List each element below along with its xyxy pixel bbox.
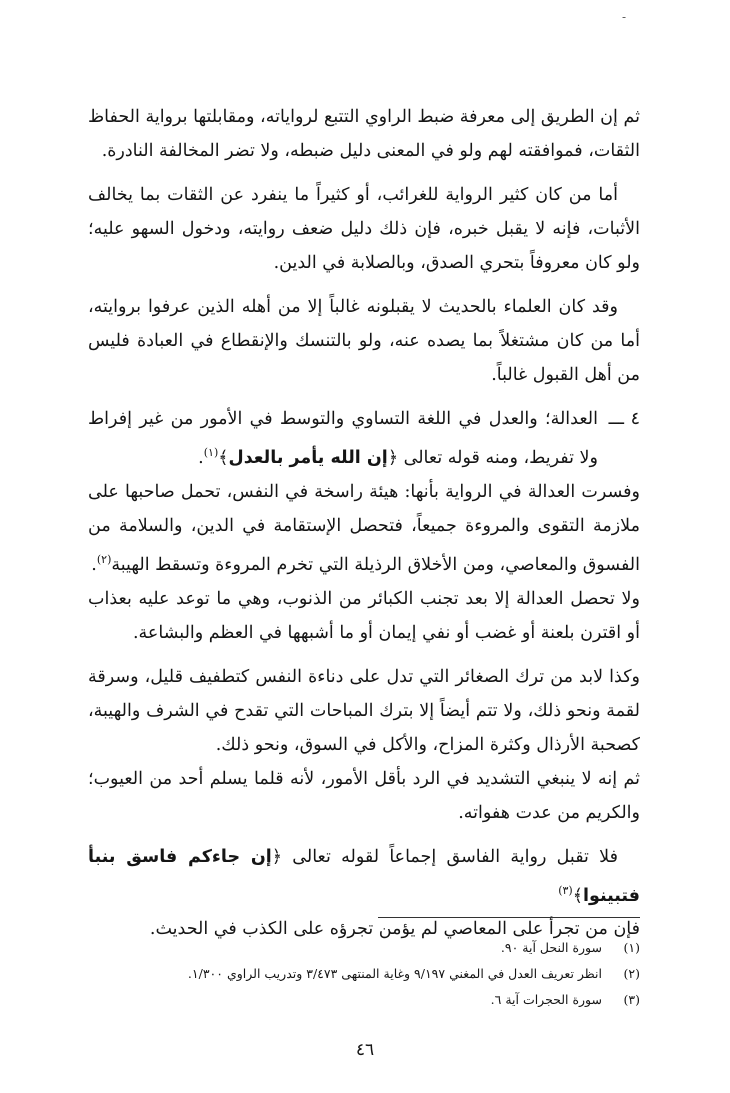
paragraph-gap [88, 168, 640, 178]
paragraph-gap [88, 392, 640, 402]
footnotes [140, 935, 640, 1013]
footnote-number: (٣) [623, 992, 640, 1007]
footnote-ref-2: (٢) [96, 552, 112, 566]
paragraph-2: أما من كان كثير الرواية للغرائب، أو كثيراً ما ينفرد عن الثقات بما يخالف الأثبات، فإنه لا يقبل خبره، فإن ذلك دليل ضعف روايته، ودخول السهو عليه؛ ولو كان معروفاً بتحري الصدق، وبالصلابة في الدين. [88, 185, 640, 273]
item-dash: ـــ [608, 409, 624, 429]
paragraph-5 [88, 475, 640, 582]
footnote-ref-1: (١) [203, 446, 219, 459]
numbered-item-4 [88, 402, 640, 475]
footnote-1 [140, 935, 640, 961]
paragraph-gap [88, 650, 640, 660]
paragraph-9 [88, 840, 640, 913]
paragraph-gap [88, 830, 640, 840]
quran-bracket-close: ﴾ [218, 447, 229, 468]
paragraph-7: وكذا لابد من ترك الصغائر التي تدل على دناءة النفس كتطفيف قليل، وسرقة لقمة ونحو ذلك، ولا تتم أيضاً إلا بترك المباحات التي تقدح في الشرف والهيبة، كصحبة الأرذال وكثرة المزاح، والأكل في السوق، ونحو ذلك. [88, 666, 640, 755]
item-number: ٤ [630, 409, 640, 429]
paragraph-1: ثم إن الطريق إلى معرفة ضبط الراوي التتبع لرواياته، ومقابلتها برواية الحفاظ الثقات، فموافقته لهم ولو في المعنى دليل ضبطه، ولا تضر المخالفة النادرة. [88, 107, 640, 161]
page-number: ٤٦ [355, 1040, 375, 1060]
paragraph-9-text: فلا تقبل رواية الفاسق إجماعاً لقوله تعالى ﴿ [271, 846, 618, 867]
footnote-2 [140, 961, 640, 987]
footnote-number: (٢) [623, 966, 640, 981]
paragraph-8: ثم إنه لا ينبغي التشديد في الرد بأقل الأمور، لأنه قلما يسلم أحد من العيوب؛ والكريم من عدت هفواته. [88, 768, 640, 823]
footnote-ref-3: (٣) [558, 883, 573, 897]
sentence-end: . [91, 554, 97, 575]
quran-verse-1: إن الله يأمر بالعدل [228, 447, 388, 468]
paragraph-10: فإن من تجرأ على المعاصي لم يؤمن تجرؤه على الكذب في الحديث. [149, 919, 640, 940]
item-4-text: العدالة؛ والعدل في اللغة التساوي والتوسط في الأمور من غير إفراط ولا تفريط، ومنه قوله تعالى ﴿ [88, 409, 598, 468]
paragraph-5-text: وفسرت العدالة في الرواية بأنها: هيئة راسخة في النفس، تحمل صاحبها على ملازمة التقوى والمروءة جميعاً، فتحصل الإستقامة في الدين، والسلامة من الفسوق والمعاصي، ومن الأخلاق الرذيلة التي تخرم المروءة وتسقط الهيبة [88, 481, 640, 575]
paragraph-6: ولا تحصل العدالة إلا بعد تجنب الكبائر من الذنوب، وهي ما توعد عليه بعذاب أو اقترن بلعنة أو غضب أو نفي إيمان أو ما أشبهها في العظم والبشاعة. [88, 588, 640, 643]
footnote-text: سورة الحجرات آية ٦. [490, 992, 602, 1007]
footnote-3 [140, 987, 640, 1013]
footnote-text: سورة النحل آية ٩٠. [500, 940, 602, 955]
quran-verse-2: إن جاءكم فاسق بنبأ فتبينوا [88, 846, 640, 906]
sentence-end: . [198, 447, 204, 468]
quran-bracket-close: ﴾ [572, 885, 583, 906]
footnote-divider [378, 917, 640, 918]
footnote-number: (١) [623, 940, 640, 955]
main-text [88, 100, 640, 946]
corner-mark: - [622, 10, 627, 24]
footnote-text: انظر تعريف العدل في المغني ٩/١٩٧ وغاية المنتهى ٣/٤٧٣ وتدريب الراوي ١/٣٠٠. [187, 966, 602, 981]
paragraph-gap [88, 280, 640, 290]
paragraph-3: وقد كان العلماء بالحديث لا يقبلونه غالباً إلا من أهله الذين عرفوا بروايته، أما من كان مشتغلاً بما يصده عنه، ولو بالتنسك والإنقطاع في العبادة فليس من أهل القبول غالباً. [88, 297, 640, 385]
